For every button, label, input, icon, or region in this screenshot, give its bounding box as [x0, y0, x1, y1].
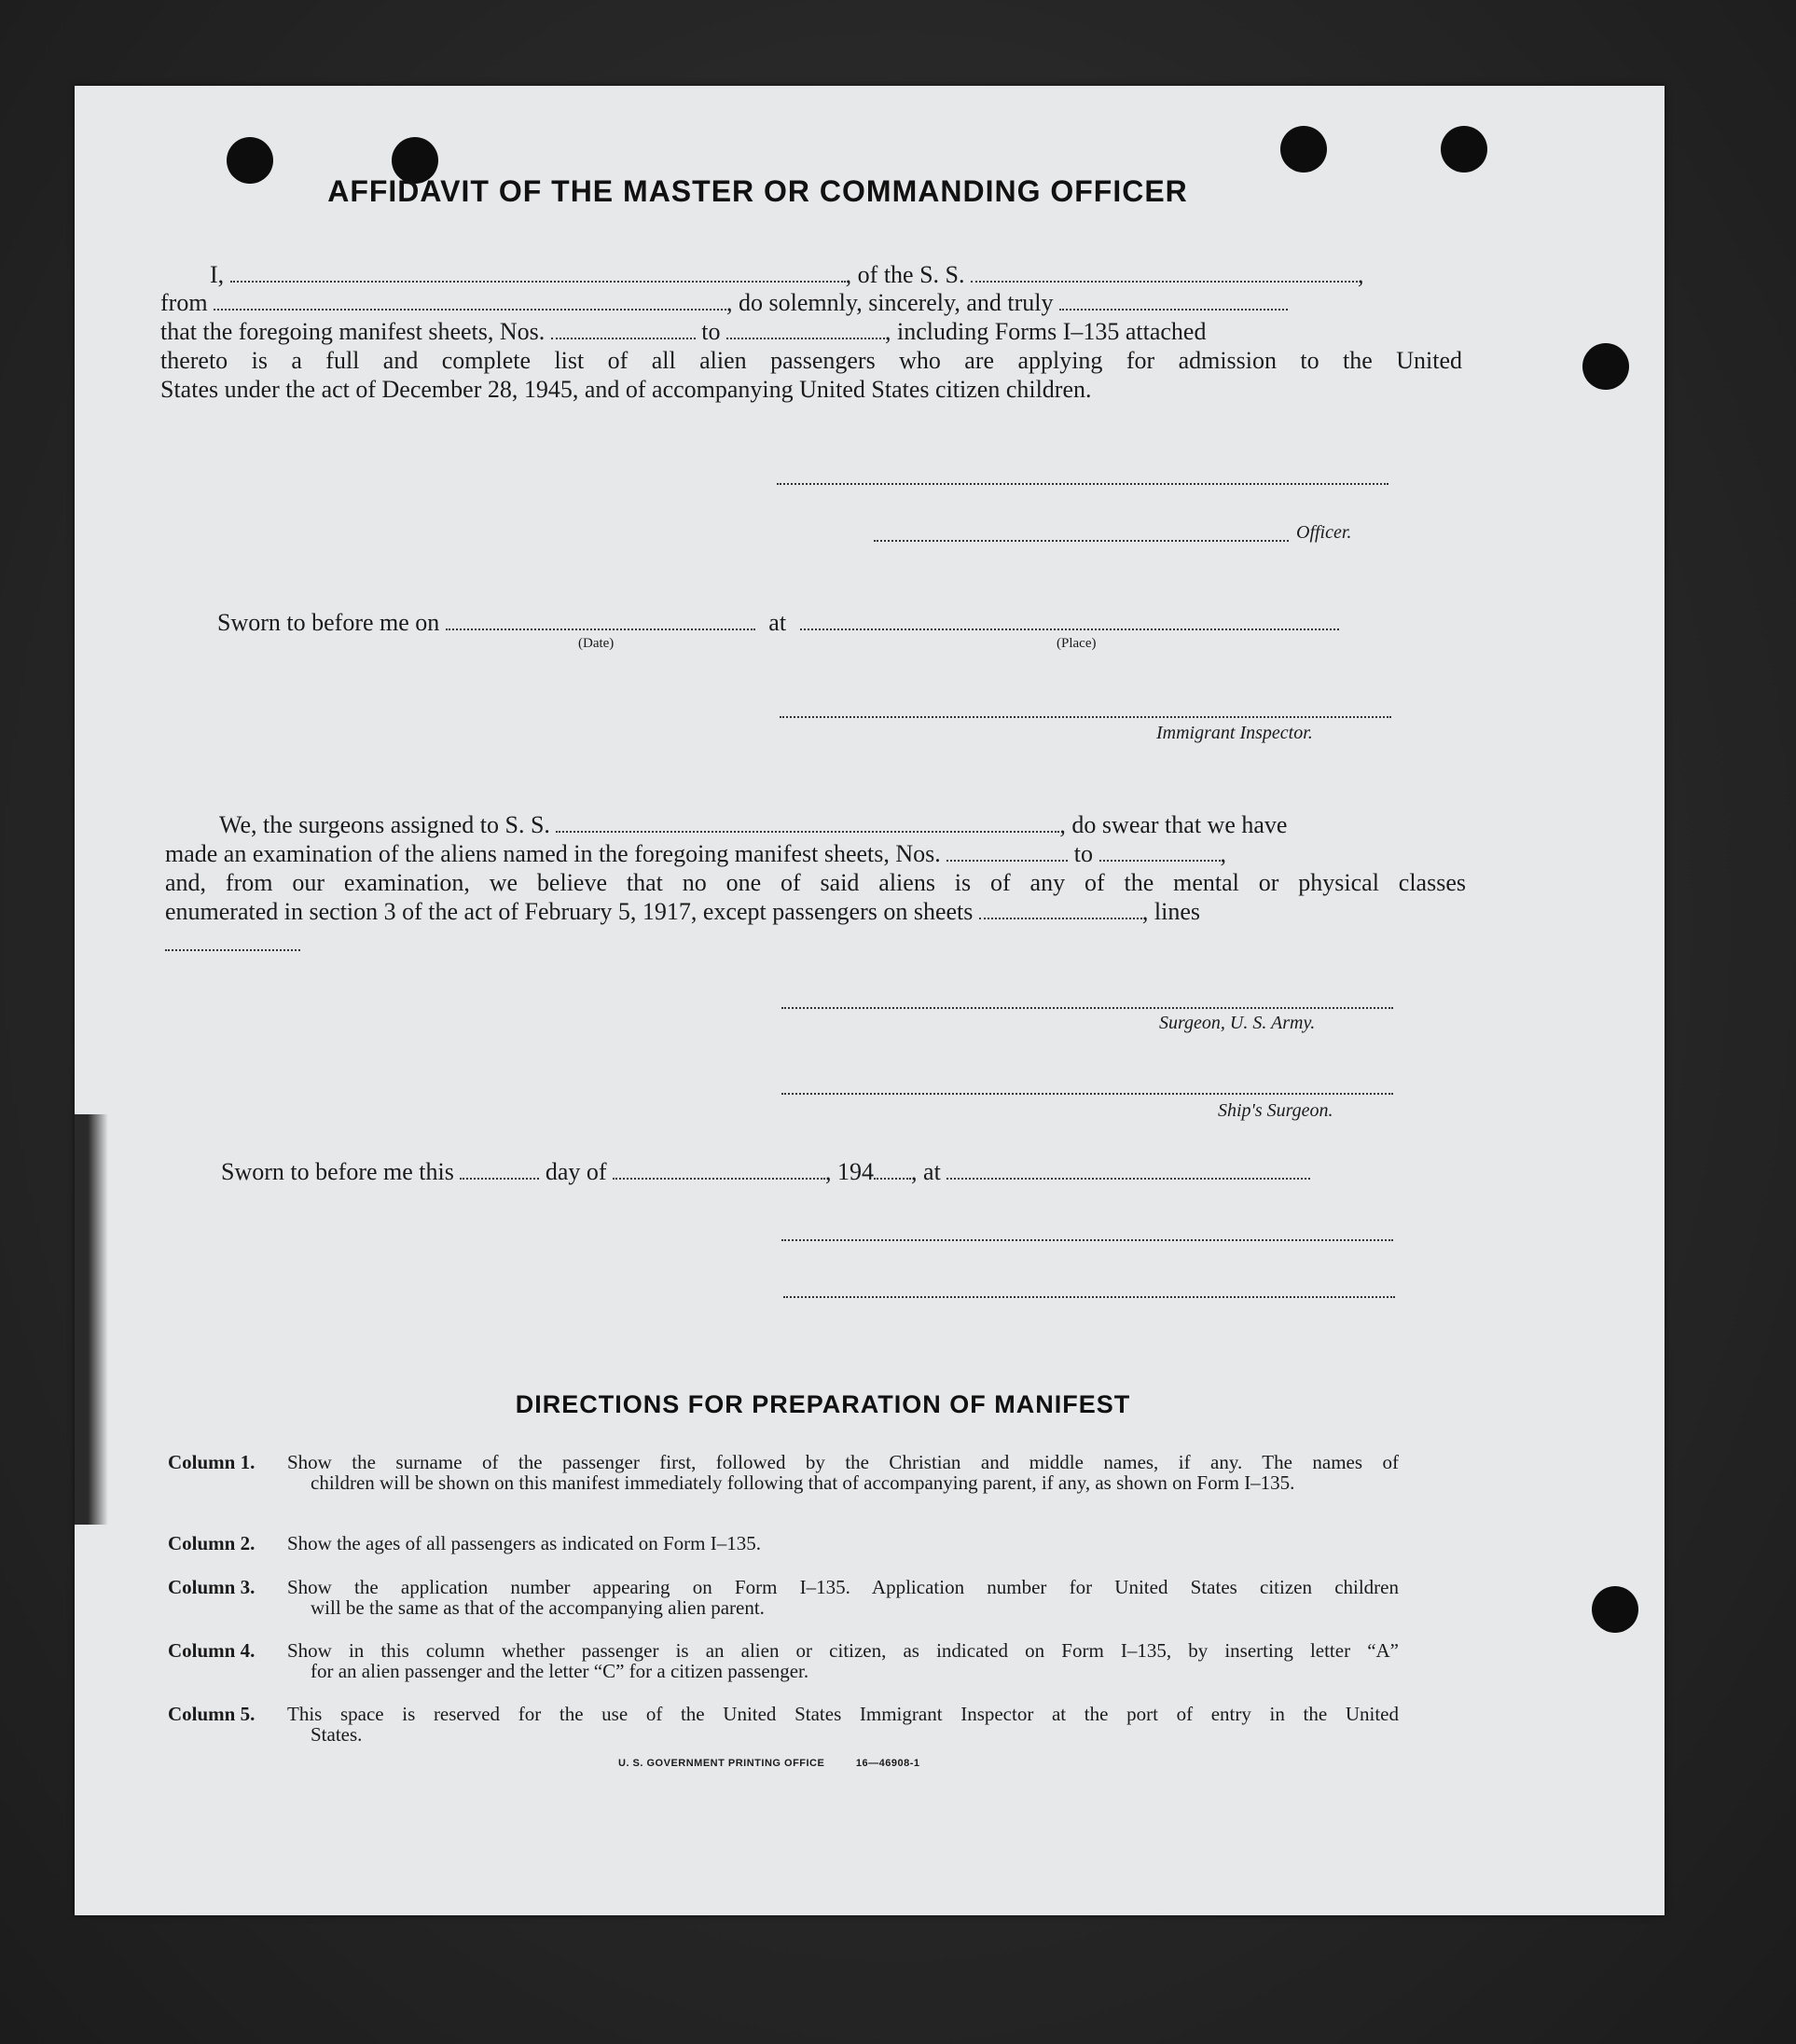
declare-field[interactable]	[1059, 290, 1288, 311]
do-swear-text: , do swear that we have	[1059, 811, 1288, 838]
sworn-surgeons-signature-line-1[interactable]	[781, 1239, 1393, 1241]
inspector-label: Immigrant Inspector.	[1156, 723, 1313, 743]
direction-column-2-text: Show the ages of all passengers as indicated on Form I–135.	[287, 1532, 761, 1554]
direction-column-3-label: Column 3.	[168, 1576, 256, 1598]
direction-column-4-text: Show in this column whether passenger is an alien or citizen, as indicated on Form I–135, by inserting letter “A” for an alien passenger and the letter “C” for a citizen passenger.	[287, 1639, 1399, 1682]
of-ship-text: , of the S. S.	[845, 261, 965, 288]
punch-hole-right-upper	[1582, 343, 1629, 390]
sworn-date-field[interactable]	[446, 610, 755, 630]
surgeons-line-1	[219, 811, 1287, 839]
sworn-year-field[interactable]	[874, 1159, 911, 1180]
ship-surgeon-label: Ship's Surgeon.	[1218, 1100, 1333, 1121]
surgeons-to-text: to	[1073, 840, 1093, 867]
lead-i: I,	[210, 261, 225, 288]
sworn-place-field[interactable]	[800, 610, 1339, 630]
directions-title: DIRECTIONS FOR PREPARATION OF MANIFEST	[515, 1390, 1131, 1418]
affidavit-line-1	[210, 261, 1364, 289]
printer-footer	[618, 1758, 920, 1769]
direction-column-2-label: Column 2.	[168, 1532, 256, 1554]
ship-name-field[interactable]	[971, 262, 1358, 283]
torn-left-edge	[75, 1114, 108, 1525]
sworn-surgeons-line	[221, 1158, 1310, 1186]
except-sheets-field[interactable]	[979, 899, 1142, 919]
exam-sheets-to-field[interactable]	[1099, 841, 1221, 862]
from-text: from	[160, 289, 208, 316]
surgeons-line-3: and, from our examination, we believe that no one of said aliens is of any of the mental or physical classes	[165, 869, 1466, 896]
affidavit-line-3	[160, 318, 1206, 346]
surgeons-line-4	[165, 898, 1200, 926]
enumerated-text: enumerated in section 3 of the act of February 5, 1917, except passengers on sheets	[165, 898, 974, 925]
printer-name: U. S. GOVERNMENT PRINTING OFFICE	[618, 1758, 825, 1769]
from-port-field[interactable]	[214, 290, 726, 311]
lines-text: , lines	[1141, 898, 1201, 925]
form-number: 16—46908-1	[855, 1758, 920, 1769]
sworn-at-text: , at	[911, 1158, 941, 1185]
sworn-on-text: Sworn to before me on	[217, 609, 440, 636]
sworn-surgeons-signature-line-2[interactable]	[783, 1296, 1395, 1298]
punch-hole-right-lower	[1592, 1586, 1638, 1633]
sheets-to-field[interactable]	[726, 319, 885, 339]
sheets-from-field[interactable]	[551, 319, 696, 339]
surgeons-line-2	[165, 840, 1226, 868]
sworn-master-line	[217, 609, 1339, 637]
exam-sheets-from-field[interactable]	[946, 841, 1068, 862]
we-surgeons-text: We, the surgeons assigned to S. S.	[219, 811, 550, 838]
sworn-surgeons-place-field[interactable]	[946, 1159, 1310, 1180]
direction-column-1-label: Column 1.	[168, 1451, 256, 1473]
officer-signature-line-2[interactable]	[874, 540, 1289, 542]
day-of-text: day of	[545, 1158, 607, 1185]
officer-label: Officer.	[1296, 522, 1352, 543]
direction-column-3-text: Show the application number appearing on Form I–135. Application number for United States citizen children will be the same as that of the accompanying alien parent.	[287, 1576, 1399, 1619]
direction-column-1-text: Show the surname of the passenger first, followed by the Christian and middle names, if any. The names of children will be shown on this manifest immediately following that of accompanying parent, if any, as shown on Form I–135.	[287, 1451, 1399, 1494]
master-name-field[interactable]	[230, 262, 846, 283]
affidavit-form-page	[75, 86, 1665, 1915]
except-lines-field[interactable]	[165, 949, 300, 951]
place-caption: (Place)	[1057, 636, 1097, 651]
direction-column-5-text: This space is reserved for the use of the United States Immigrant Inspector at the port of entry in the United States.	[287, 1703, 1399, 1746]
sworn-month-field[interactable]	[613, 1159, 825, 1180]
ship-surgeon-signature-line[interactable]	[781, 1093, 1393, 1095]
direction-column-4-label: Column 4.	[168, 1639, 256, 1662]
punch-hole-top-right-1	[1280, 126, 1327, 173]
trail-comma: ,	[1358, 261, 1364, 288]
direction-column-5-label: Column 5.	[168, 1703, 256, 1725]
year-text: , 194	[825, 1158, 875, 1185]
sworn-day-field[interactable]	[460, 1159, 539, 1180]
including-forms-text: , including Forms I–135 attached	[885, 318, 1207, 345]
punch-hole-top-right-2	[1441, 126, 1487, 173]
solemnly-text: , do solemnly, sincerely, and truly	[726, 289, 1054, 316]
sworn-this-text: Sworn to before me this	[221, 1158, 454, 1185]
officer-signature-line-1[interactable]	[777, 483, 1388, 485]
inspector-signature-line[interactable]	[780, 716, 1391, 718]
surgeons-trail-comma: ,	[1220, 840, 1226, 867]
at-text: at	[768, 609, 787, 636]
affidavit-line-4: thereto is a full and complete list of all alien passengers who are applying for admission to the United	[160, 347, 1462, 374]
manifest-sheets-text: that the foregoing manifest sheets, Nos.	[160, 318, 546, 345]
army-surgeon-label: Surgeon, U. S. Army.	[1159, 1013, 1316, 1033]
to-text: to	[701, 318, 721, 345]
affidavit-line-5: States under the act of December 28, 1945, and of accompanying United States citizen children.	[160, 376, 1092, 403]
army-surgeon-signature-line[interactable]	[781, 1007, 1393, 1009]
page-title: AFFIDAVIT OF THE MASTER OR COMMANDING OFFICER	[327, 174, 1188, 208]
affidavit-line-2	[160, 289, 1288, 317]
made-exam-text: made an examination of the aliens named in the foregoing manifest sheets, Nos.	[165, 840, 941, 867]
surgeons-ship-field[interactable]	[556, 812, 1059, 833]
date-caption: (Date)	[578, 636, 615, 651]
